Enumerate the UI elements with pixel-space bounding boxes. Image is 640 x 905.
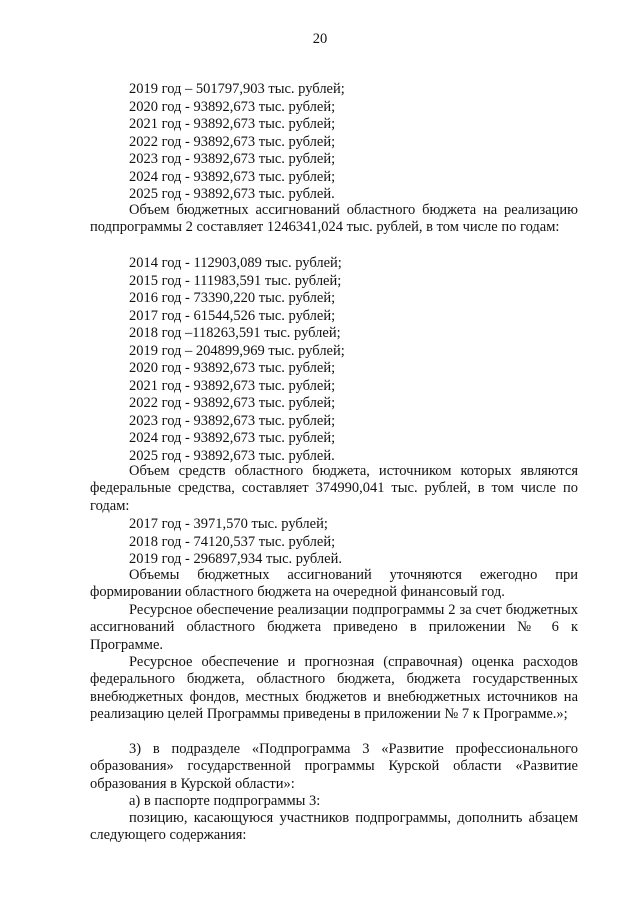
list-item: 2018 год –118263,591 тыс. рублей; xyxy=(129,325,341,341)
paragraph-text: Объемы бюджетных ассигнований уточняются ежегодно при формировании областного бюджета на очередной финансовый год. xyxy=(90,567,578,601)
paragraph-text: а) в паспорте подпрограммы 3: xyxy=(129,793,321,809)
list-item: 2022 год - 93892,673 тыс. рублей; xyxy=(129,133,336,150)
paragraph-resource xyxy=(90,602,578,654)
paragraph-forecast xyxy=(90,654,578,724)
list-item: 2014 год - 112903,089 тыс. рублей; xyxy=(129,255,342,271)
page-number: 20 xyxy=(312,31,328,47)
list-item: 2015 год - 111983,591 тыс. рублей; xyxy=(129,272,342,289)
list-item: 2019 год – 501797,903 тыс. рублей; xyxy=(129,81,345,97)
list-item: 2019 год - 296897,934 тыс. рублей. xyxy=(129,551,342,567)
list-item: 2020 год - 93892,673 тыс. рублей; xyxy=(129,360,336,376)
paragraph-text: позицию, касающуюся участников подпрограммы, дополнить абзацем следующего содержания: xyxy=(90,810,578,844)
paragraph-text: Объем средств областного бюджета, источником которых являются федеральные средства, составляет 374990,041 тыс. рублей, в том числе по годам: xyxy=(90,463,578,514)
paragraph-text: Ресурсное обеспечение реализации подпрограммы 2 за счет бюджетных ассигнований областного бюджета приведено в приложении № 6 к Программе. xyxy=(90,602,578,653)
paragraph-section3 xyxy=(90,741,578,793)
list-item: 2019 год – 204899,969 тыс. рублей; xyxy=(129,342,345,359)
paragraph-passport xyxy=(90,793,578,810)
paragraph-text: Ресурсное обеспечение и прогнозная (справочная) оценка расходов федерального бюджета, областного бюджета, бюджета государственных внебюджетных фондов, местных бюджетов и внебюджетных источников на реализацию целей Программы приведены в приложении № 7 к Программе.»; xyxy=(90,654,578,723)
list-item: 2017 год - 3971,570 тыс. рублей; xyxy=(129,516,328,532)
list-item: 2022 год - 93892,673 тыс. рублей; xyxy=(129,395,336,411)
list-item: 2021 год - 93892,673 тыс. рублей; xyxy=(129,116,336,132)
list-item: 2024 год - 93892,673 тыс. рублей; xyxy=(129,430,336,446)
list-item: 2018 год - 74120,537 тыс. рублей; xyxy=(129,533,336,550)
list-item: 2025 год - 93892,673 тыс. рублей. xyxy=(129,447,335,464)
paragraph-position xyxy=(90,810,578,845)
paragraph-refined xyxy=(90,567,578,602)
paragraph-text: 3) в подразделе «Подпрограмма 3 «Развитие профессионального образования» государственной программы Курской области «Развитие образования в Курской области»: xyxy=(90,741,578,792)
list-item: 2016 год - 73390,220 тыс. рублей; xyxy=(129,290,336,306)
list-item: 2025 год - 93892,673 тыс. рублей. xyxy=(129,186,335,202)
list-item: 2023 год - 93892,673 тыс. рублей; xyxy=(129,151,336,167)
paragraph-federal xyxy=(90,463,578,515)
list-item: 2021 год - 93892,673 тыс. рублей; xyxy=(129,377,336,394)
list-item: 2017 год - 61544,526 тыс. рублей; xyxy=(129,307,336,324)
list-item: 2020 год - 93892,673 тыс. рублей; xyxy=(129,98,336,115)
paragraph-text: Объем бюджетных ассигнований областного бюджета на реализацию подпрограммы 2 составляет 1246341,024 тыс. рублей, в том числе по годам: xyxy=(90,202,578,236)
list-item: 2023 год - 93892,673 тыс. рублей; xyxy=(129,412,336,429)
list-item: 2024 год - 93892,673 тыс. рублей; xyxy=(129,168,336,185)
paragraph-volume-sub2 xyxy=(90,202,578,237)
